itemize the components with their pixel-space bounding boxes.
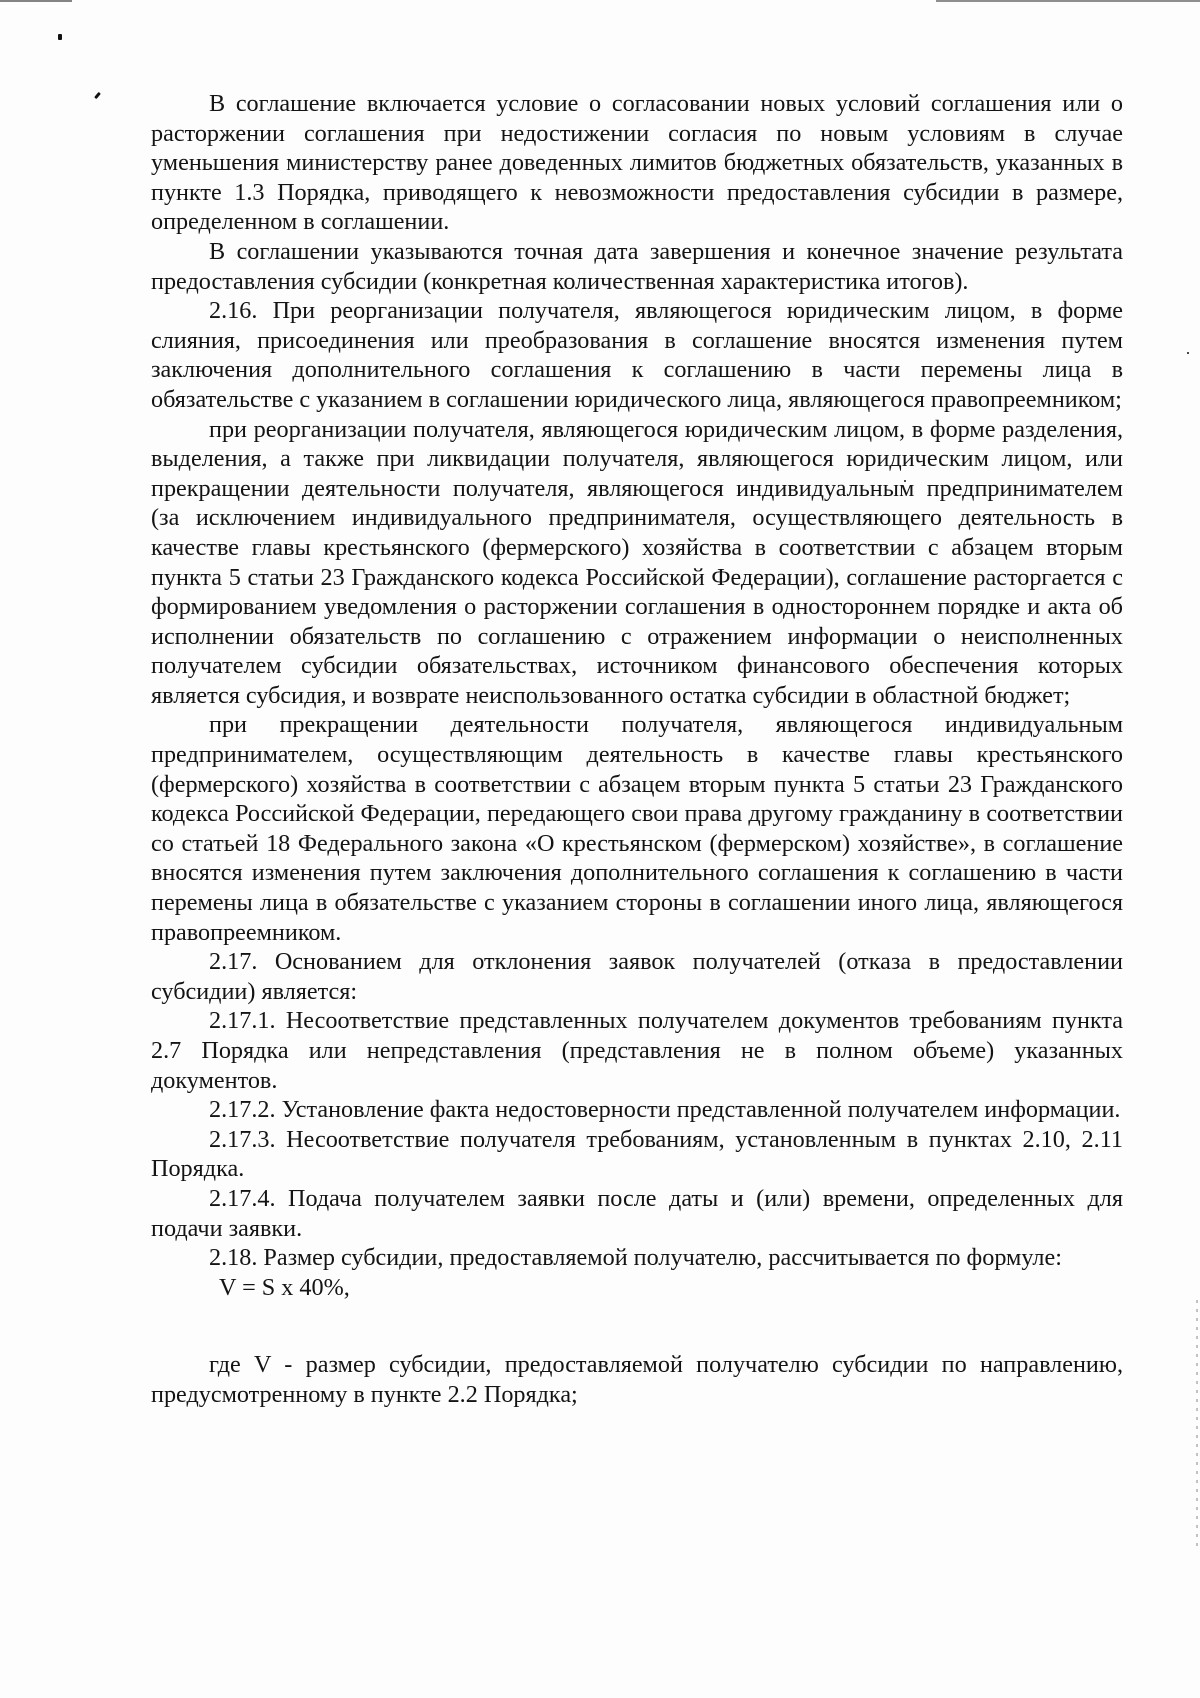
paragraph-2-17-1: 2.17.1. Несоответствие представленных получателем документов требованиям пункта 2.7 Порядка или непредставления (представления не в полном объеме) указанных документов. [151, 1007, 1123, 1094]
scan-speck [94, 92, 101, 99]
scan-speck [1187, 352, 1189, 354]
paragraph-2-17-2: 2.17.2. Установление факта недостоверности представленной получателем информации. [209, 1096, 1121, 1124]
subsidy-formula: V = S x 40%, [219, 1273, 350, 1301]
paragraph-2-17-4: 2.17.4. Подача получателем заявки после даты и (или) времени, определенных для подачи заявки. [151, 1184, 1123, 1242]
paragraph-formula-definition: где V - размер субсидии, предоставляемой получателю субсидии по направлению, предусмотренному в пункте 2.2 Порядка; [151, 1351, 1123, 1408]
paragraph-completion-date: В соглашении указываются точная дата завершения и конечное значение результата предоставления субсидии (конкретная количественная характеристика итогов). [151, 237, 1123, 295]
document-body [151, 89, 1123, 1410]
paragraph-2-17: 2.17. Основанием для отклонения заявок получателей (отказа в предоставлении субсидии) является: [151, 948, 1123, 1005]
paragraph-farm-termination: при прекращении деятельности получателя, являющегося индивидуальным предпринимателем, осуществляющим деятельность в качестве главы крестьянского (фермерского) хозяйства в соответствии с абзацем вторым пункта 5 статьи 23 Гражданского кодекса Российской Федерации, передающего свои права другому гражданину в соответствии со статьей 18 Федерального закона «О крестьянском (фермерском) хозяйстве», в соглашение вносятся изменения путем заключения дополнительного соглашения к соглашению в части перемены лица в обязательстве с указанием стороны в соглашении иного лица, являющегося правопреемником. [151, 711, 1123, 946]
paragraph-agreement-condition: В соглашение включается условие о согласовании новых условий соглашения или о расторжении соглашения при недостижении согласия по новым условиям в случае уменьшения министерству ранее доведенных лимитов бюджетных обязательств, указанных в пункте 1.3 Порядка, приводящего к невозможности предоставления субсидии в размере, определенном в соглашении. [151, 90, 1123, 236]
scan-speck [58, 34, 62, 40]
paragraph-2-18: 2.18. Размер субсидии, предоставляемой получателю, рассчитывается по формуле: [209, 1244, 1062, 1272]
paragraph-2-17-3: 2.17.3. Несоответствие получателя требованиям, установленным в пунктах 2.10, 2.11 Порядка. [151, 1125, 1123, 1183]
paragraph-reorganization-division: при реорганизации получателя, являющегося юридическим лицом, в форме разделения, выделения, а также при ликвидации получателя, являющегося юридическим лицом, или прекращении деятельности получателя, являющегося индивидуальным предпринимателем (за исключением индивидуального предпринимателя, осуществляющего деятельность в качестве главы крестьянского (фермерского) хозяйства в соответствии с абзацем вторым пункта 5 статьи 23 Гражданского кодекса Российской Федерации), соглашение расторгается с формированием уведомления о расторжении соглашения в одностороннем порядке и акта об исполнении обязательств по соглашению с отражением информации о неисполненных получателем субсидии обязательствах, источником финансового обеспечения которых является субсидия, и возврате неиспользованного остатка субсидии в областной бюджет; [151, 415, 1123, 709]
paragraph-2-16: 2.16. При реорганизации получателя, являющегося юридическим лицом, в форме слияния, присоединения или преобразования в соглашение вносятся изменения путем заключения дополнительного соглашения к соглашению в части перемены лица в обязательстве с указанием в соглашении юридического лица, являющегося правопреемником; [151, 297, 1123, 413]
scan-top-edge [0, 0, 1200, 2]
scan-right-edge [1196, 1300, 1198, 1550]
